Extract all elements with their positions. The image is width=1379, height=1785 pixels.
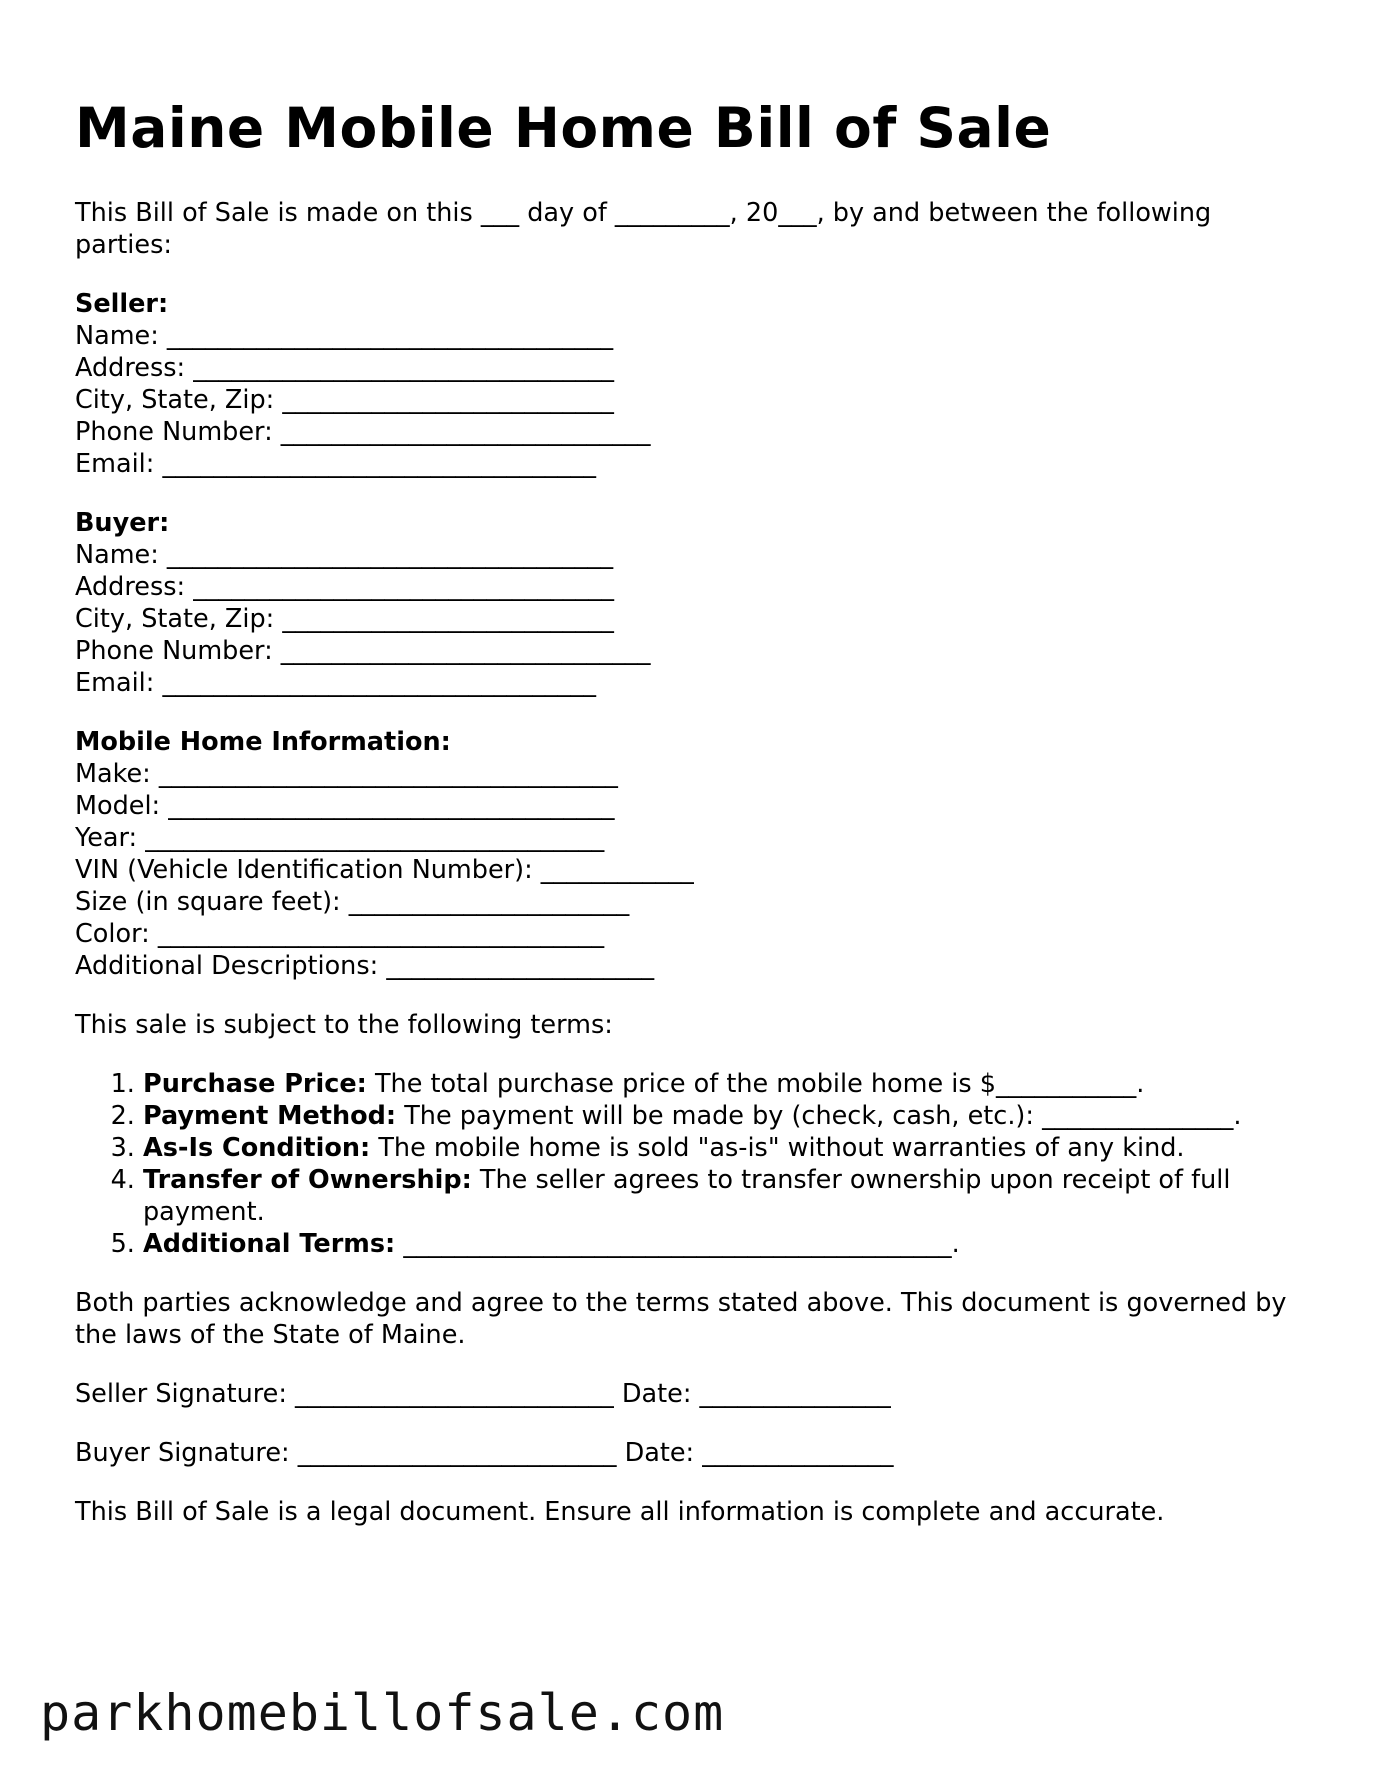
seller-address-field: Address: _________________________________ xyxy=(75,353,614,383)
term-label: Payment Method: xyxy=(143,1101,397,1131)
mobile-home-section xyxy=(75,726,1305,982)
term-text: The seller agrees to transfer ownership upon receipt of full payment. xyxy=(143,1165,1231,1227)
intro-paragraph: This Bill of Sale is made on this ___ day of _________, 20___, by and between the following parties: xyxy=(75,198,1212,260)
closing-note: This Bill of Sale is a legal document. Ensure all information is complete and accurate. xyxy=(75,1497,1165,1527)
term-item xyxy=(143,1100,1305,1132)
size-field: Size (in square feet): ______________________ xyxy=(75,887,630,917)
seller-signature-line: Seller Signature: _________________________ Date: _______________ xyxy=(75,1379,891,1409)
term-label: Additional Terms: xyxy=(143,1229,396,1259)
term-text: The mobile home is sold "as-is" without warranties of any kind. xyxy=(370,1133,1185,1163)
term-item xyxy=(143,1132,1305,1164)
model-field: Model: ___________________________________ xyxy=(75,791,615,821)
buyer-city-state-zip-field: City, State, Zip: __________________________ xyxy=(75,604,614,634)
make-field: Make: ____________________________________ xyxy=(75,759,618,789)
terms-list xyxy=(75,1068,1305,1260)
additional-descriptions-field: Additional Descriptions: _____________________ xyxy=(75,951,655,981)
mobile-home-heading: Mobile Home Information: xyxy=(75,727,451,757)
term-label: As-Is Condition: xyxy=(143,1133,371,1163)
term-item xyxy=(143,1164,1305,1228)
buyer-heading: Buyer: xyxy=(75,508,170,538)
acknowledgement-paragraph: Both parties acknowledge and agree to the terms stated above. This document is governed by the laws of the State of Maine. xyxy=(75,1288,1287,1350)
term-text: ___________________________________________. xyxy=(395,1229,960,1259)
seller-name-field: Name: ___________________________________ xyxy=(75,321,614,351)
term-item xyxy=(143,1068,1305,1100)
year-field: Year: ____________________________________ xyxy=(75,823,605,853)
term-text: The payment will be made by (check, cash, etc.): _______________. xyxy=(396,1101,1242,1131)
document-page xyxy=(75,96,1305,1528)
seller-email-field: Email: __________________________________ xyxy=(75,449,596,479)
terms-intro: This sale is subject to the following terms: xyxy=(75,1010,613,1040)
term-label: Transfer of Ownership: xyxy=(143,1165,472,1195)
page-title: Maine Mobile Home Bill of Sale xyxy=(75,96,1052,160)
term-label: Purchase Price: xyxy=(143,1069,367,1099)
color-field: Color: ___________________________________ xyxy=(75,919,605,949)
seller-phone-field: Phone Number: _____________________________ xyxy=(75,417,651,447)
seller-heading: Seller: xyxy=(75,289,169,319)
seller-section xyxy=(75,288,1305,480)
buyer-address-field: Address: _________________________________ xyxy=(75,572,614,602)
footer-watermark: parkhomebillofsale.com xyxy=(40,1684,725,1742)
seller-city-state-zip-field: City, State, Zip: __________________________ xyxy=(75,385,614,415)
buyer-section xyxy=(75,507,1305,699)
term-item xyxy=(143,1228,1305,1260)
buyer-signature-line: Buyer Signature: _________________________ Date: _______________ xyxy=(75,1438,894,1468)
buyer-phone-field: Phone Number: _____________________________ xyxy=(75,636,651,666)
vin-field: VIN (Vehicle Identification Number): ____________ xyxy=(75,855,694,885)
buyer-name-field: Name: ___________________________________ xyxy=(75,540,614,570)
buyer-email-field: Email: __________________________________ xyxy=(75,668,596,698)
term-text: The total purchase price of the mobile home is $___________. xyxy=(366,1069,1145,1099)
